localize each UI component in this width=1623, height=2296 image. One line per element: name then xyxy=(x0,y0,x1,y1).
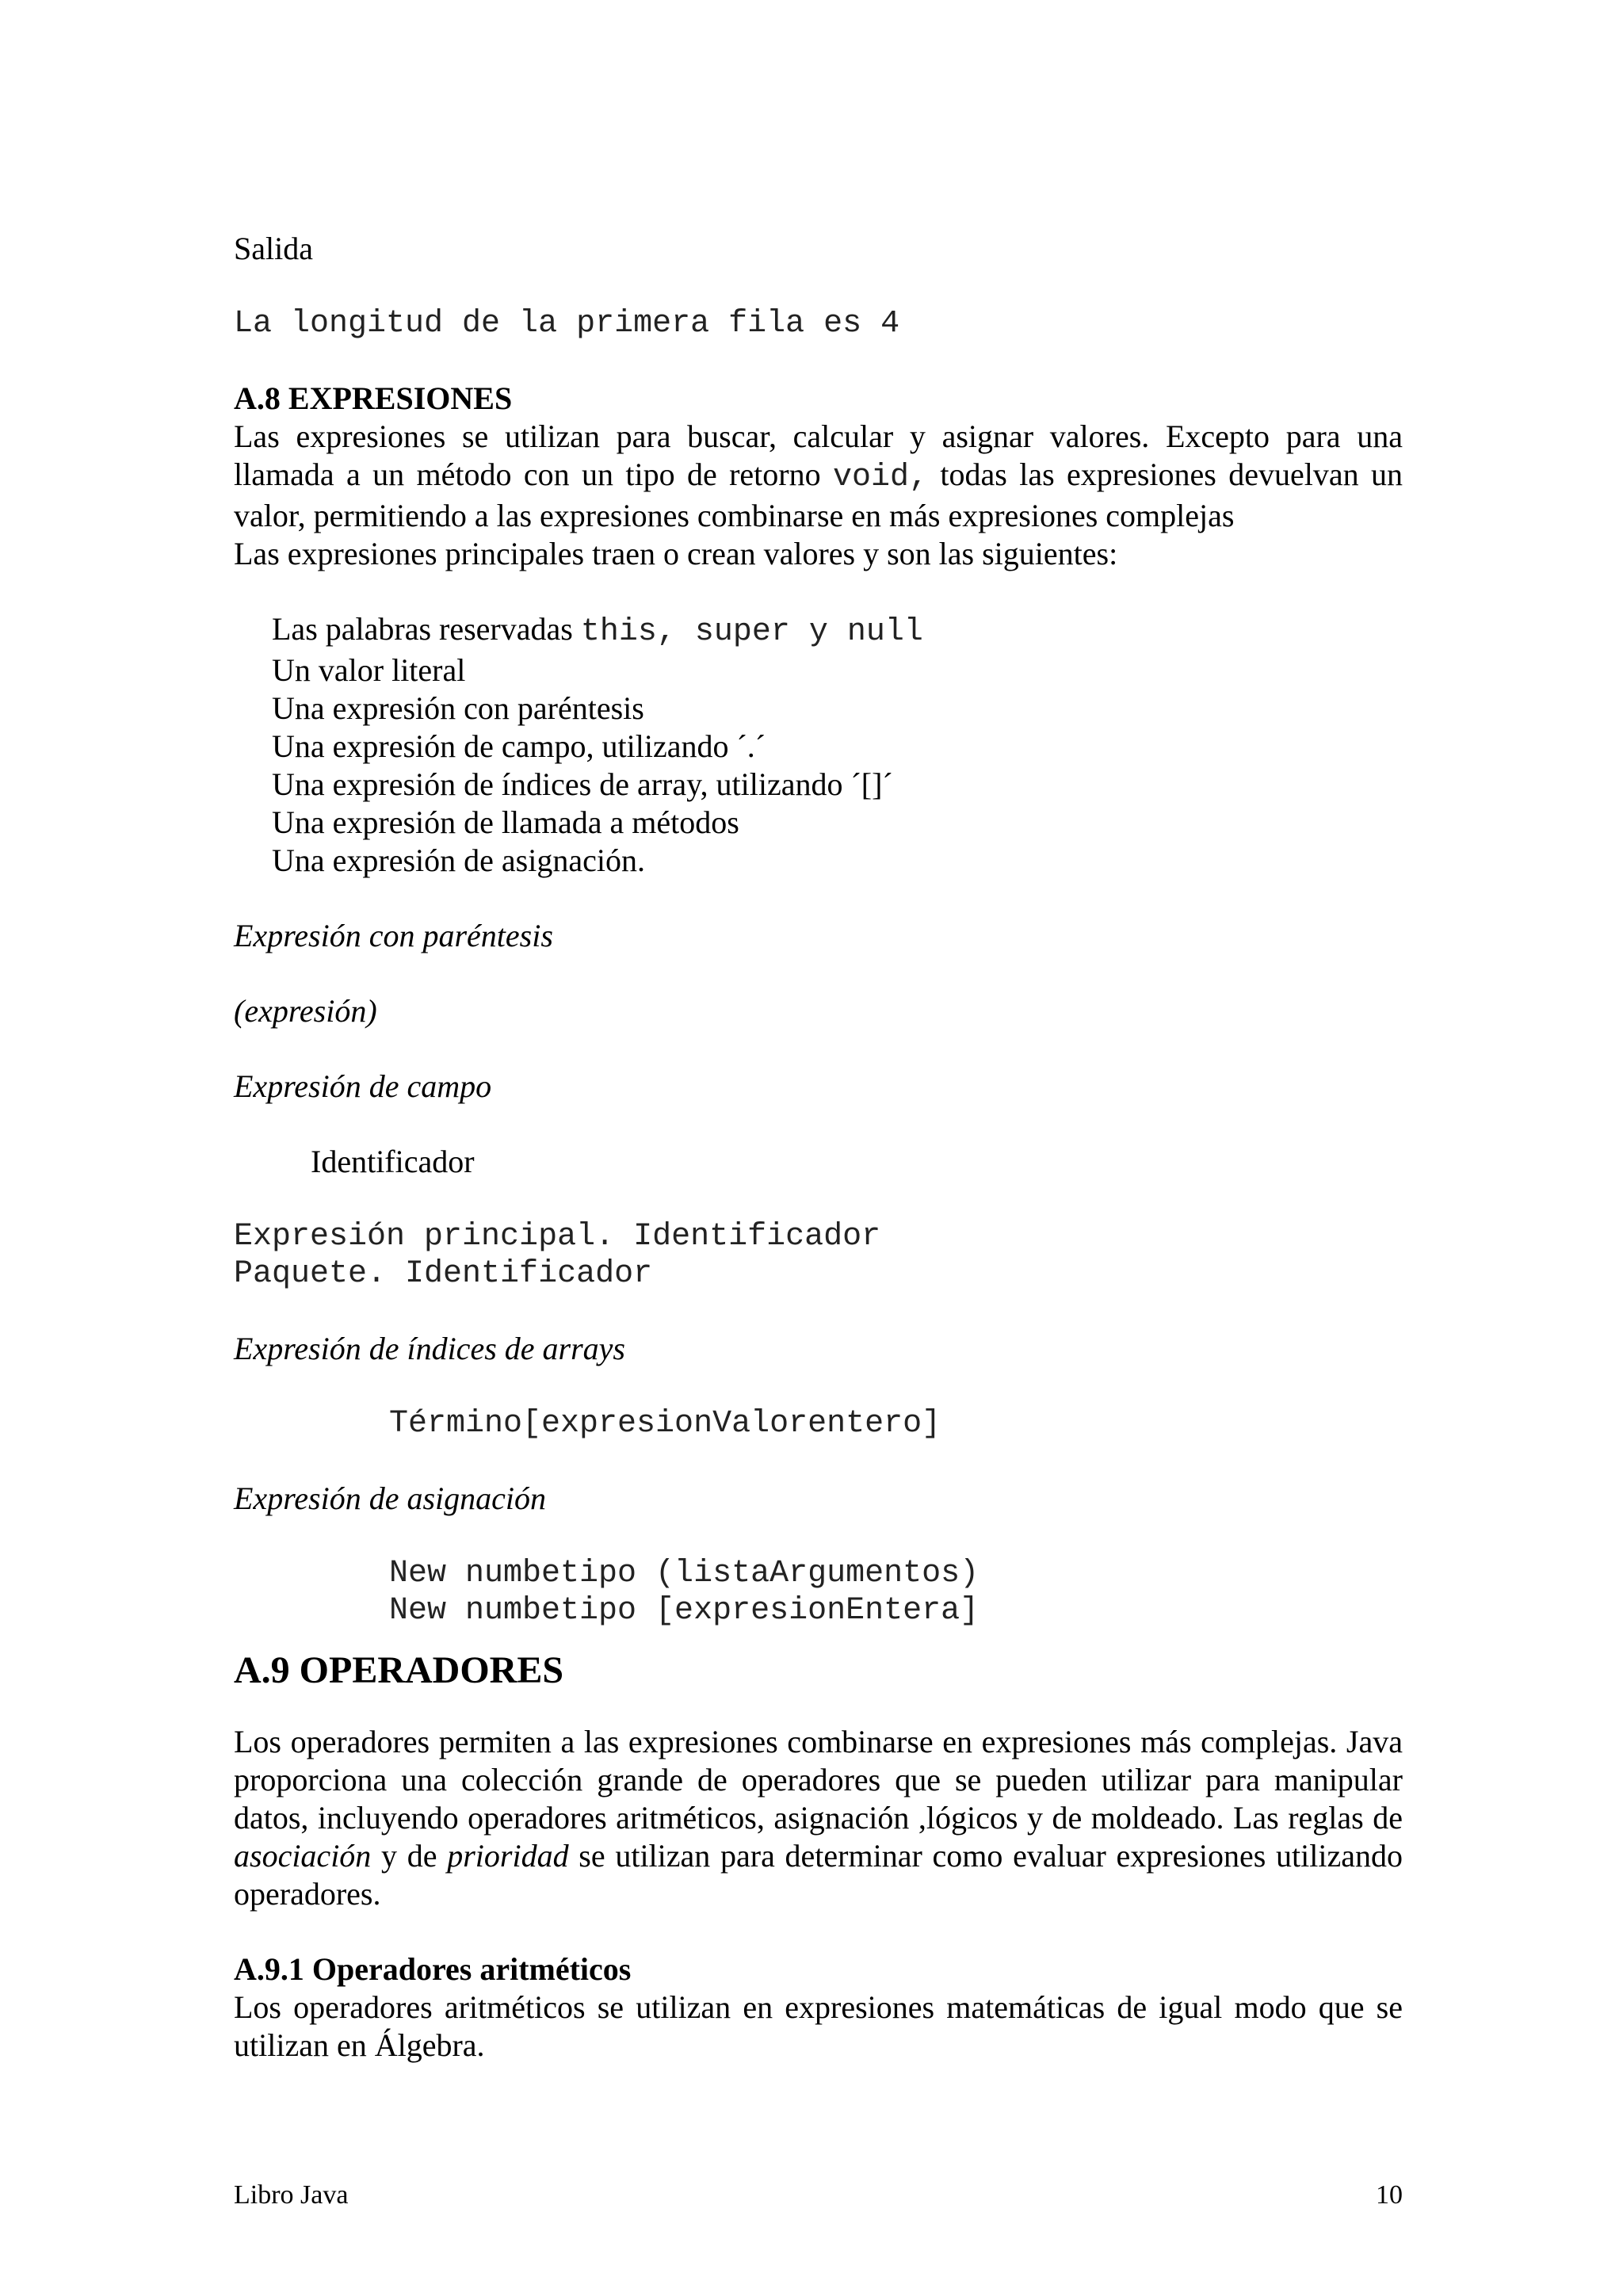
assign-expression-title: Expresión de asignación xyxy=(234,1480,547,1516)
list-item: Una expresión de índices de array, utilizando ´[]´ xyxy=(272,766,893,802)
assign-code-line-1: New numbetipo (listaArgumentos) xyxy=(389,1556,980,1591)
list-item: Una expresión de asignación. xyxy=(272,842,645,878)
para1-text-after: todas las expresiones devuelvan un valor, permitiendo a las expresiones combinarse en más expresiones complejas xyxy=(234,457,1403,533)
list-item-1-code: this, super y null xyxy=(580,614,923,650)
section-a8-paragraph-1 xyxy=(234,418,1403,535)
a9-text-3: se utilizan para determinar como evaluar expresiones utilizando operadores. xyxy=(234,1838,1403,1912)
section-a91-heading: A.9.1 Operadores aritméticos xyxy=(234,1951,632,1987)
list-item: Una expresión con paréntesis xyxy=(272,690,644,726)
section-a91-paragraph: Los operadores aritméticos se utilizan en expresiones matemáticas de igual modo que se utilizan en Álgebra. xyxy=(234,1989,1403,2063)
primary-expressions-list xyxy=(272,610,1403,880)
field-expression-title: Expresión de campo xyxy=(234,1068,492,1104)
field-identifier: Identificador xyxy=(311,1144,475,1179)
output-code: La longitud de la primera fila es 4 xyxy=(234,306,900,342)
list-item xyxy=(272,610,1403,651)
paren-expression-syntax: (expresión) xyxy=(234,993,377,1029)
footer-page-number: 10 xyxy=(1376,2180,1403,2210)
output-label: Salida xyxy=(234,231,313,266)
a9-em-asociacion: asociación xyxy=(234,1838,372,1874)
para1-text-before: Las expresiones se utilizan para buscar, calcular y asignar valores. Excepto para una llamada a un método con un tipo de retorno xyxy=(234,418,1403,492)
page-content xyxy=(234,230,1403,2065)
section-a9-heading: A.9 OPERADORES xyxy=(234,1649,564,1691)
list-item: Una expresión de llamada a métodos xyxy=(272,804,739,840)
paren-expression-title: Expresión con paréntesis xyxy=(234,918,553,953)
section-a9-paragraph xyxy=(234,1723,1403,1913)
footer-book-title: Libro Java xyxy=(234,2180,349,2210)
section-a8-paragraph-2: Las expresiones principales traen o crean valores y son las siguientes: xyxy=(234,536,1118,571)
field-code-line-2: Paquete. Identificador xyxy=(234,1256,653,1292)
a9-text-1: Los operadores permiten a las expresiones combinarse en expresiones más complejas. Java proporciona una colección grande de operadores que se pueden utilizar para manipular datos, incluyendo operadores aritméticos, asignación ,lógicos y de moldeado. Las reglas de xyxy=(234,1724,1403,1836)
section-a8-heading: A.8 EXPRESIONES xyxy=(234,380,513,416)
field-code-line-1: Expresión principal. Identificador xyxy=(234,1219,881,1255)
array-code: Término[expresionValorentero] xyxy=(389,1406,941,1442)
list-item: Un valor literal xyxy=(272,652,466,688)
para1-code-void: void, xyxy=(833,460,929,495)
array-expression-title: Expresión de índices de arrays xyxy=(234,1331,625,1366)
list-item-1-text: Las palabras reservadas xyxy=(272,611,581,647)
assign-code-line-2: New numbetipo [expresionEntera] xyxy=(389,1593,980,1629)
list-item: Una expresión de campo, utilizando ´.´ xyxy=(272,728,766,764)
a9-em-prioridad: prioridad xyxy=(447,1838,569,1874)
a9-text-2: y de xyxy=(371,1838,448,1874)
